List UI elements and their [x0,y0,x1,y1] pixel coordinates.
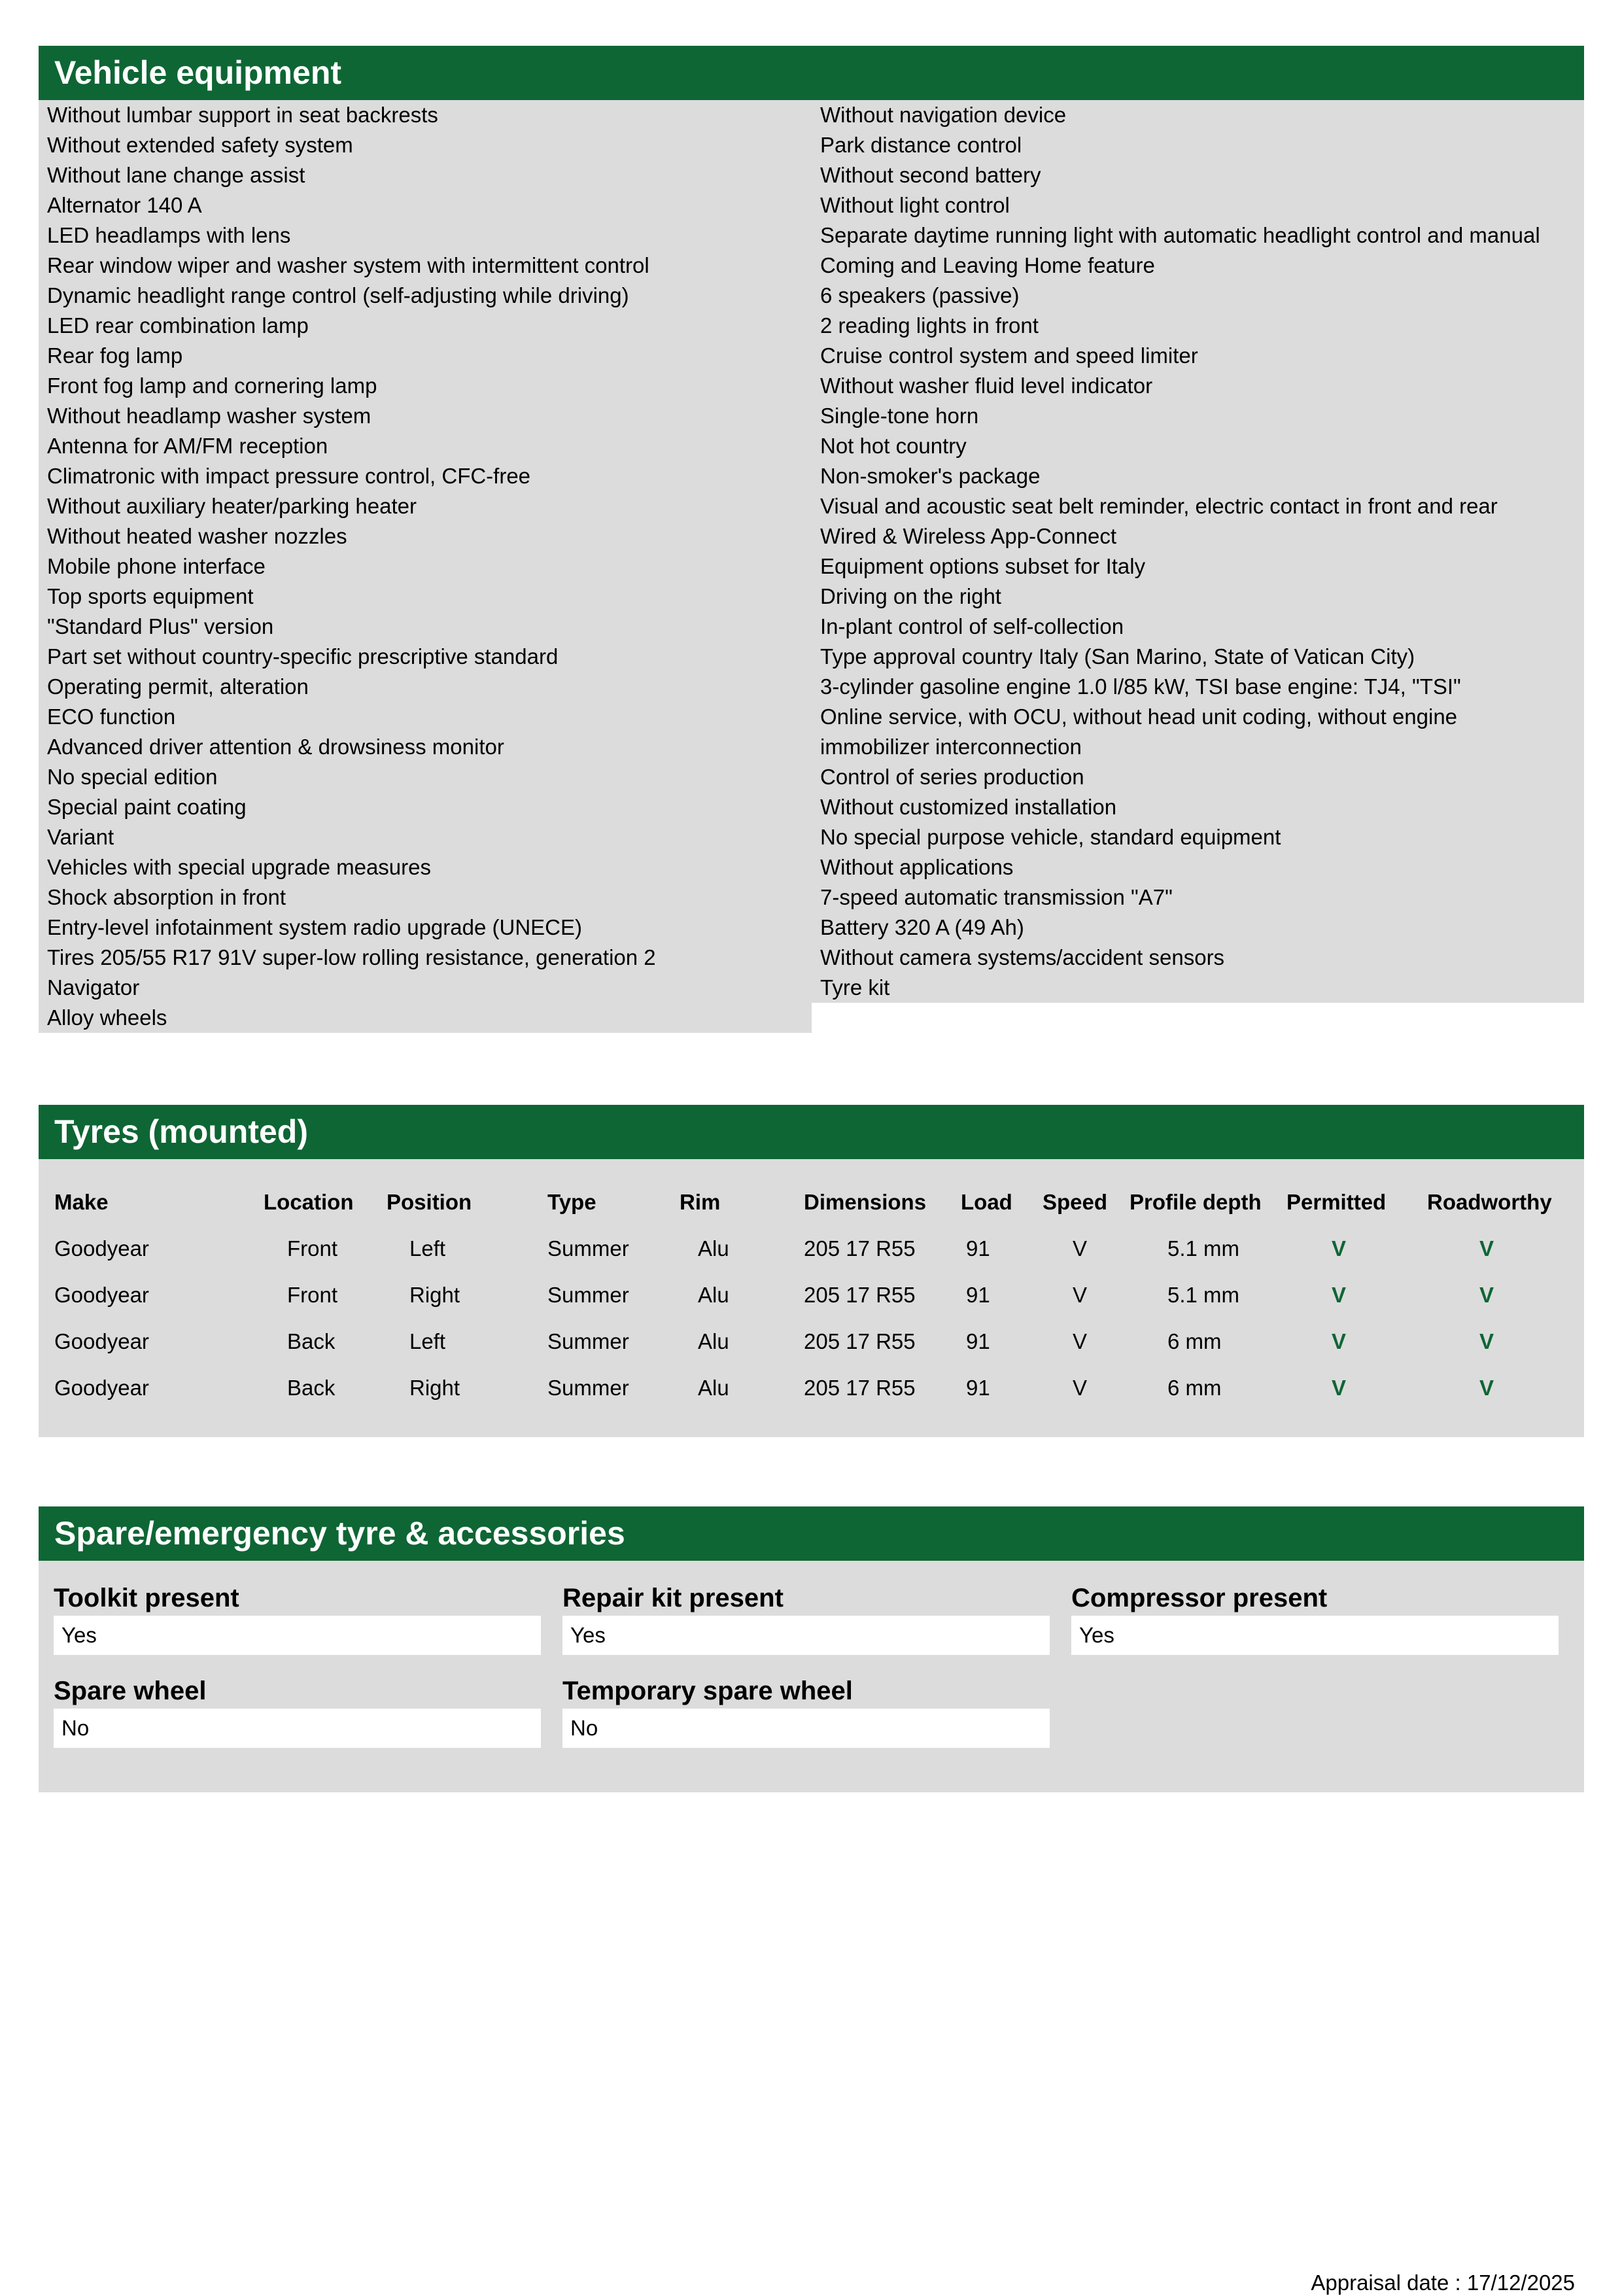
cell-load: 91 [966,1376,990,1400]
toolkit-present-label: Toolkit present [54,1584,239,1612]
equipment-item: Part set without country-specific prescriptive standard [47,644,559,669]
equipment-item: Coming and Leaving Home feature [820,253,1155,277]
cell-location: Front [287,1236,338,1261]
equipment-item: Mobile phone interface [47,554,266,578]
cell-type: Summer [547,1236,629,1261]
cell-type: Summer [547,1329,629,1353]
column-header-speed: Speed [1043,1190,1108,1214]
roadworthy-check-icon: V [1479,1329,1494,1353]
equipment-item: Alloy wheels [47,1005,167,1030]
column-header-profile-depth: Profile depth [1130,1190,1262,1214]
equipment-item: Variant [47,825,114,849]
cell-dimensions: 205 17 R55 [804,1329,916,1353]
equipment-item: Advanced driver attention & drowsiness monitor [47,735,504,759]
equipment-item: Equipment options subset for Italy [820,554,1146,578]
equipment-item: Front fog lamp and cornering lamp [47,374,377,398]
equipment-item: Operating permit, alteration [47,674,309,699]
cell-make: Goodyear [54,1236,149,1261]
equipment-item: Control of series production [820,765,1084,789]
equipment-item: Dynamic headlight range control (self-adjusting while driving) [47,283,629,307]
temporary-spare-wheel-value: No [562,1709,1050,1748]
repair-kit-present-label: Repair kit present [562,1584,784,1612]
temporary-spare-wheel-label: Temporary spare wheel [562,1677,853,1705]
field-repair-kit-present [562,1580,1050,1655]
cell-position: Right [409,1376,460,1400]
column-header-roadworthy: Roadworthy [1427,1190,1552,1214]
equipment-item: Not hot country [820,434,967,458]
column-header-load: Load [961,1190,1012,1214]
tyres-table-header-row [39,1179,1584,1225]
permitted-check-icon: V [1332,1329,1347,1353]
equipment-item: Without auxiliary heater/parking heater [47,494,417,518]
cell-make: Goodyear [54,1283,149,1307]
equipment-item: Entry-level infotainment system radio upgrade (UNECE) [47,915,582,939]
cell-make: Goodyear [54,1329,149,1353]
equipment-item: No special edition [47,765,218,789]
equipment-item: Without second battery [820,163,1041,187]
equipment-item: Vehicles with special upgrade measures [47,855,431,879]
equipment-item: Without washer fluid level indicator [820,374,1153,398]
equipment-item: Without navigation device [820,103,1067,127]
vehicle-equipment-title: Vehicle equipment [54,54,342,91]
cell-dimensions: 205 17 R55 [804,1236,916,1261]
cell-load: 91 [966,1329,990,1353]
field-compressor-present [1071,1580,1559,1655]
compressor-present-value: Yes [1071,1616,1559,1655]
equipment-item: Navigator [47,975,140,1000]
equipment-item: "Standard Plus" version [47,614,274,638]
equipment-item: LED headlamps with lens [47,223,291,247]
spare-title: Spare/emergency tyre & accessories [54,1515,625,1552]
equipment-item: Climatronic with impact pressure control, CFC-free [47,464,531,488]
equipment-item: Without lane change assist [47,163,305,187]
equipment-item: 6 speakers (passive) [820,283,1020,307]
equipment-item: Without extended safety system [47,133,353,157]
equipment-item: Antenna for AM/FM reception [47,434,328,458]
roadworthy-check-icon: V [1479,1283,1494,1307]
column-header-type: Type [547,1190,596,1214]
equipment-item: No special purpose vehicle, standard equipment [820,825,1281,849]
spare-wheel-value: No [54,1709,541,1748]
equipment-item: Tires 205/55 R17 91V super-low rolling resistance, generation 2 [47,945,656,969]
equipment-item: Visual and acoustic seat belt reminder, electric contact in front and rear [820,494,1498,518]
equipment-item: Park distance control [820,133,1022,157]
cell-speed: V [1073,1236,1088,1261]
roadworthy-check-icon: V [1479,1236,1494,1261]
cell-location: Back [287,1376,336,1400]
equipment-item: In-plant control of self-collection [820,614,1124,638]
equipment-item: Non-smoker's package [820,464,1041,488]
equipment-item: Special paint coating [47,795,247,819]
equipment-item: Without headlamp washer system [47,404,371,428]
cell-load: 91 [966,1283,990,1307]
spare-fields [39,1561,1584,1792]
equipment-list-right [812,100,1584,1003]
equipment-item: Wired & Wireless App-Connect [820,524,1116,548]
tyres-header [39,1105,1584,1159]
equipment-item: 7-speed automatic transmission "A7" [820,885,1173,909]
vehicle-equipment-header [39,46,1584,100]
equipment-item: Single-tone horn [820,404,979,428]
equipment-item: Without light control [820,193,1010,217]
cell-profile-depth: 6 mm [1167,1329,1222,1353]
spare-wheel-label: Spare wheel [54,1677,207,1705]
cell-load: 91 [966,1236,990,1261]
equipment-item: Type approval country Italy (San Marino, State of Vatican City) [820,644,1415,669]
equipment-item: 3-cylinder gasoline engine 1.0 l/85 kW, TSI base engine: TJ4, "TSI" [820,674,1461,699]
compressor-present-label: Compressor present [1071,1584,1328,1612]
cell-position: Left [409,1329,446,1353]
appraisal-date: Appraisal date : 17/12/2025 [1311,2270,1575,2295]
tyre-row [39,1272,1584,1318]
cell-profile-depth: 5.1 mm [1167,1236,1240,1261]
cell-rim: Alu [698,1236,729,1261]
cell-rim: Alu [698,1329,729,1353]
field-temporary-spare-wheel [562,1673,1050,1748]
equipment-item: Top sports equipment [47,584,254,608]
permitted-check-icon: V [1332,1376,1347,1400]
toolkit-present-value: Yes [54,1616,541,1655]
field-spare-wheel [54,1673,541,1748]
cell-profile-depth: 5.1 mm [1167,1283,1240,1307]
column-header-location: Location [264,1190,354,1214]
field-toolkit-present [54,1580,541,1655]
equipment-item: Rear window wiper and washer system with intermittent control [47,253,649,277]
equipment-item: Battery 320 A (49 Ah) [820,915,1024,939]
cell-location: Back [287,1329,336,1353]
column-header-permitted: Permitted [1286,1190,1387,1214]
equipment-item: immobilizer interconnection [820,735,1082,759]
permitted-check-icon: V [1332,1236,1347,1261]
equipment-item: Separate daytime running light with automatic headlight control and manual [820,223,1540,247]
cell-position: Right [409,1283,460,1307]
equipment-item: Driving on the right [820,584,1001,608]
repair-kit-present-value: Yes [562,1616,1050,1655]
cell-make: Goodyear [54,1376,149,1400]
equipment-list-left [39,100,812,1033]
permitted-check-icon: V [1332,1283,1347,1307]
cell-speed: V [1073,1329,1088,1353]
tyre-row [39,1225,1584,1272]
cell-location: Front [287,1283,338,1307]
roadworthy-check-icon: V [1479,1376,1494,1400]
cell-type: Summer [547,1283,629,1307]
cell-dimensions: 205 17 R55 [804,1283,916,1307]
equipment-item: Without heated washer nozzles [47,524,347,548]
equipment-item: Alternator 140 A [47,193,202,217]
cell-speed: V [1073,1376,1088,1400]
cell-speed: V [1073,1283,1088,1307]
column-header-dimensions: Dimensions [804,1190,927,1214]
spare-header [39,1506,1584,1561]
cell-position: Left [409,1236,446,1261]
equipment-item: Rear fog lamp [47,343,183,368]
equipment-item: Without customized installation [820,795,1117,819]
equipment-item: Tyre kit [820,975,890,1000]
tyre-row [39,1318,1584,1365]
equipment-item: ECO function [47,704,176,729]
equipment-item: LED rear combination lamp [47,313,309,338]
tyre-row [39,1365,1584,1411]
cell-dimensions: 205 17 R55 [804,1376,916,1400]
equipment-item: Without camera systems/accident sensors [820,945,1225,969]
equipment-item: Shock absorption in front [47,885,286,909]
cell-type: Summer [547,1376,629,1400]
cell-rim: Alu [698,1376,729,1400]
column-header-rim: Rim [680,1190,721,1214]
equipment-item: Cruise control system and speed limiter [820,343,1198,368]
tyres-table [39,1159,1584,1437]
equipment-item: Online service, with OCU, without head unit coding, without engine [820,704,1458,729]
column-header-position: Position [387,1190,472,1214]
equipment-item: Without applications [820,855,1014,879]
tyres-title: Tyres (mounted) [54,1113,308,1150]
equipment-item: 2 reading lights in front [820,313,1039,338]
cell-profile-depth: 6 mm [1167,1376,1222,1400]
equipment-item: Without lumbar support in seat backrests [47,103,438,127]
column-header-make: Make [54,1190,109,1214]
cell-rim: Alu [698,1283,729,1307]
